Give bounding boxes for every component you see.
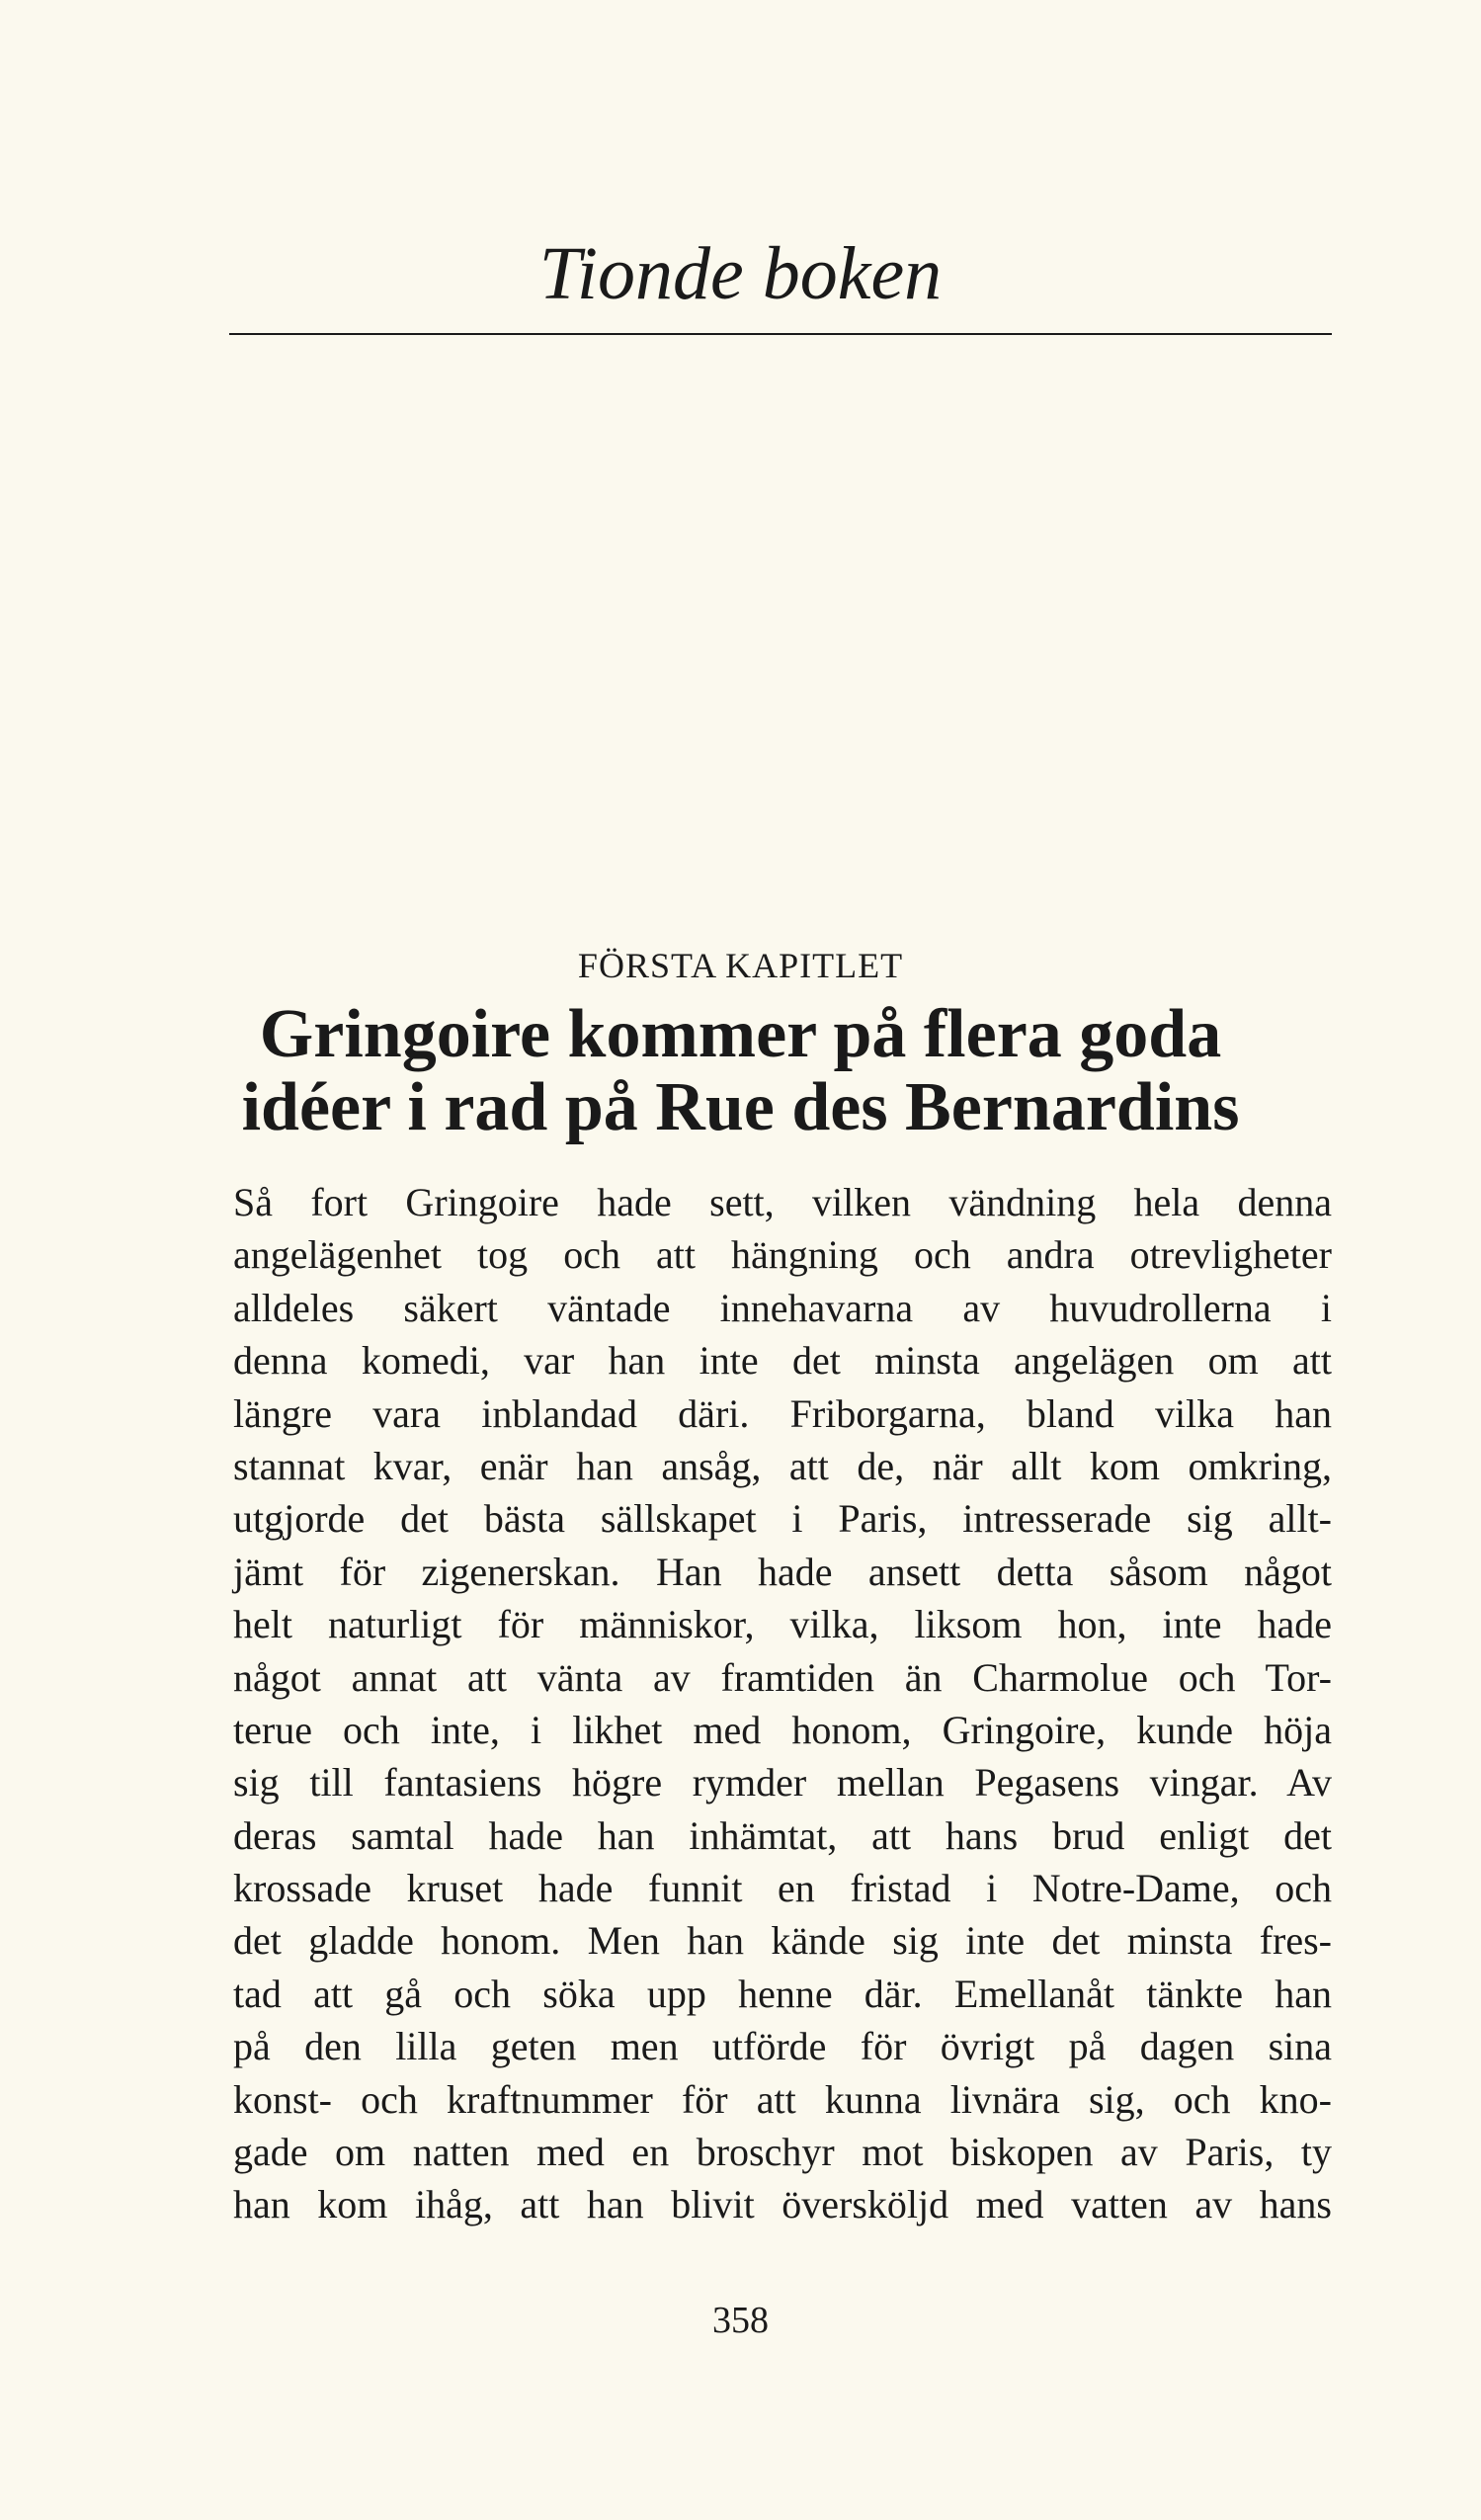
chapter-title — [0, 998, 1481, 1144]
body-line: gade om natten med en broschyr mot biskopen av Paris, ty — [233, 2130, 1332, 2175]
body-line: alldeles säkert väntade innehavarna av huvudrollerna i — [233, 1285, 1332, 1330]
body-line: stannat kvar, enär han ansåg, att de, när allt kom omkring, — [233, 1443, 1332, 1488]
body-line: deras samtal hade han inhämtat, att hans brud enligt det — [233, 1812, 1332, 1858]
body-line: det gladde honom. Men han kände sig inte det minsta fres- — [233, 1918, 1332, 1964]
body-line: sig till fantasiens högre rymder mellan Pegasens vingar. Av — [233, 1760, 1332, 1806]
body-line: terue och inte, i likhet med honom, Gringoire, kunde höja — [233, 1707, 1332, 1752]
title-rule — [229, 333, 1332, 335]
body-line: på den lilla geten men utförde för övrigt på dagen sina — [233, 2024, 1332, 2069]
body-line: något annat att vänta av framtiden än Charmolue och Tor- — [233, 1654, 1332, 1700]
chapter-label: FÖRSTA KAPITLET — [577, 946, 904, 985]
chapter-title-line: idéer i rad på Rue des Bernardins — [241, 1069, 1240, 1145]
page-number: 358 — [712, 2300, 769, 2341]
body-line: helt naturligt för människor, vilka, liksom hon, inte hade — [233, 1602, 1332, 1647]
body-line: angelägenhet tog och att hängning och andra otrevligheter — [233, 1232, 1332, 1278]
body-line: längre vara inblandad däri. Friborgarna, bland vilka han — [233, 1390, 1332, 1436]
body-line: han kom ihåg, att han blivit översköljd med vatten av hans — [233, 2182, 1332, 2227]
book-title: Tionde boken — [538, 232, 943, 315]
body-line: Så fort Gringoire hade sett, vilken vändning hela denna — [233, 1180, 1332, 1224]
body-line: utgjorde det bästa sällskapet i Paris, intresserade sig allt- — [233, 1496, 1332, 1542]
body-text — [233, 1176, 1332, 2231]
body-line: denna komedi, var han inte det minsta angelägen om att — [233, 1338, 1332, 1384]
body-line: jämt för zigenerskan. Han hade ansett detta såsom något — [233, 1549, 1332, 1594]
body-line: konst- och kraftnummer för att kunna livnära sig, och kno- — [233, 2076, 1332, 2122]
chapter-title-line: Gringoire kommer på flera goda — [259, 996, 1222, 1072]
body-line: tad att gå och söka upp henne där. Emellanåt tänkte han — [233, 1971, 1332, 2016]
body-line: krossade kruset hade funnit en fristad i Notre-Dame, och — [233, 1866, 1332, 1911]
